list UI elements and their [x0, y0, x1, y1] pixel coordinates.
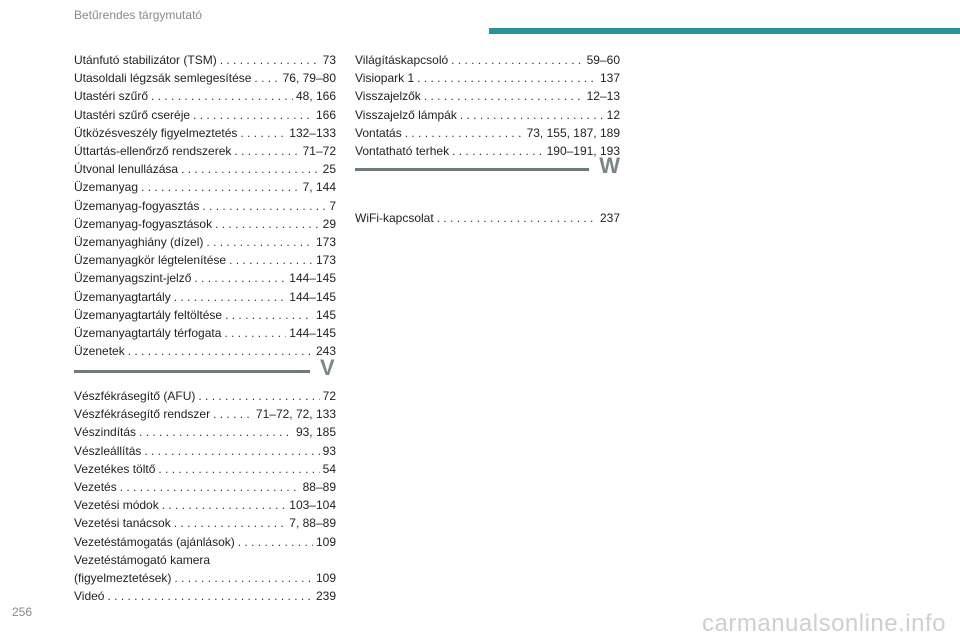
index-page-ref[interactable]: 12–13 — [586, 89, 620, 104]
dot-leader — [120, 478, 300, 496]
dot-leader — [213, 405, 253, 423]
index-entry[interactable] — [74, 442, 336, 460]
dot-leader — [240, 124, 286, 142]
index-page-ref[interactable]: 71–72 — [302, 144, 336, 159]
dot-leader — [107, 587, 312, 605]
index-page-ref[interactable]: 237 — [599, 211, 620, 225]
dot-leader — [460, 106, 604, 124]
index-term: Vezetési tanácsok — [74, 516, 171, 531]
index-term: Utánfutó stabilizátor (TSM) — [74, 53, 217, 67]
index-column-w — [355, 209, 620, 227]
index-entry-line — [74, 551, 336, 569]
dot-leader — [234, 142, 299, 160]
page-number: 256 — [12, 605, 33, 619]
index-page-ref[interactable]: 144–145 — [289, 289, 336, 304]
index-page-ref[interactable]: 25 — [322, 162, 336, 177]
index-entry[interactable] — [74, 142, 336, 160]
dot-leader — [174, 288, 287, 306]
index-entry[interactable] — [74, 288, 336, 306]
index-page-ref[interactable]: 54 — [322, 461, 336, 476]
dot-leader — [229, 251, 313, 269]
index-page-ref[interactable]: 73 — [322, 53, 336, 67]
index-term: Üzemanyagkör légtelenítése — [74, 253, 227, 268]
index-entry[interactable] — [74, 160, 336, 178]
index-entry[interactable] — [74, 405, 336, 423]
index-page-ref[interactable]: 173 — [315, 235, 336, 250]
dot-leader — [162, 496, 287, 514]
index-term: Visszajelző lámpák — [355, 107, 457, 122]
header-title: Betűrendes tárgymutató — [74, 8, 203, 22]
dot-leader — [194, 269, 286, 287]
index-term: Üzemanyag — [74, 180, 139, 195]
index-column-v — [74, 387, 336, 605]
index-term: Ütközésveszély figyelmeztetés — [74, 125, 238, 140]
index-page-ref[interactable]: 76, 79–80 — [282, 71, 336, 86]
dot-leader — [224, 324, 286, 342]
index-entry[interactable] — [74, 69, 336, 87]
index-entry[interactable] — [74, 587, 336, 605]
index-entry[interactable] — [74, 514, 336, 532]
index-term: Vezetékes töltő — [74, 461, 156, 476]
index-page-ref[interactable]: 132–133 — [289, 125, 336, 140]
index-term: Vontatás — [355, 125, 402, 140]
index-entry[interactable] — [74, 269, 336, 287]
index-page-ref[interactable]: 145 — [315, 307, 336, 322]
index-term: Úttartás-ellenőrző rendszerek — [74, 144, 232, 159]
index-term: Üzemanyagtartály — [74, 289, 171, 304]
index-entry[interactable] — [74, 460, 336, 478]
index-page-ref[interactable]: 7, 144 — [302, 180, 336, 195]
index-page-ref[interactable]: 72 — [322, 389, 336, 403]
section-heading-v — [74, 357, 336, 379]
section-letter-v: V — [320, 355, 335, 380]
index-term: Utasoldali légzsák semlegesítése — [74, 71, 252, 86]
index-page-ref[interactable]: 109 — [315, 534, 336, 549]
dot-leader — [181, 160, 320, 178]
index-entry[interactable] — [74, 106, 336, 124]
index-term: Vészfékrásegítő (AFU) — [74, 389, 196, 403]
index-entry[interactable] — [74, 251, 336, 269]
index-page-ref[interactable]: 166 — [315, 107, 336, 122]
index-page-ref[interactable]: 7, 88–89 — [289, 516, 336, 531]
index-page-ref[interactable]: 59–60 — [586, 53, 620, 67]
index-page-ref[interactable]: 137 — [599, 71, 620, 86]
dot-leader — [238, 533, 313, 551]
dot-leader — [206, 233, 313, 251]
dot-leader — [202, 197, 326, 215]
watermark: carmanualsonline.info — [702, 610, 946, 637]
index-entry[interactable] — [355, 87, 620, 105]
section-heading-w — [355, 155, 620, 177]
index-entry[interactable] — [74, 569, 336, 587]
index-entry[interactable] — [74, 324, 336, 342]
index-column-left — [74, 51, 336, 360]
index-term: Utastéri szűrő cseréje — [74, 107, 191, 122]
dot-leader — [254, 69, 279, 87]
index-entry[interactable] — [74, 306, 336, 324]
index-page-ref[interactable]: 239 — [315, 589, 336, 604]
index-entry[interactable] — [355, 69, 620, 87]
index-entry[interactable] — [355, 124, 620, 142]
dot-leader — [424, 87, 584, 105]
index-page-ref[interactable]: 144–145 — [289, 326, 336, 341]
index-term: Visszajelzők — [355, 89, 421, 104]
dot-leader — [141, 178, 300, 196]
index-entry[interactable] — [74, 87, 336, 105]
index-page-ref[interactable]: 243 — [315, 344, 336, 359]
dot-leader — [220, 51, 320, 69]
index-entry[interactable] — [355, 51, 620, 69]
index-entry[interactable] — [74, 533, 336, 551]
index-page-ref[interactable]: 144–145 — [289, 271, 336, 286]
section-rule — [355, 168, 589, 171]
dot-leader — [215, 215, 320, 233]
dot-leader — [417, 69, 597, 87]
index-term: Világításkapcsoló — [355, 53, 449, 67]
index-term: Videó — [74, 589, 105, 604]
index-entry[interactable] — [74, 478, 336, 496]
index-page-ref[interactable]: 93, 185 — [295, 425, 336, 440]
index-term: Vontatható terhek — [355, 144, 450, 159]
index-term: Vezetés — [74, 480, 117, 495]
dot-leader — [451, 51, 583, 69]
index-term: Üzemanyagszint-jelző — [74, 271, 192, 286]
dot-leader — [405, 124, 524, 142]
index-entry[interactable] — [74, 51, 336, 69]
index-entry[interactable] — [74, 124, 336, 142]
index-column-right — [355, 51, 620, 160]
section-letter-w: W — [599, 153, 620, 178]
dot-leader — [151, 87, 293, 105]
index-term: Üzemanyaghiány (dízel) — [74, 235, 204, 250]
index-term: Vészindítás — [74, 425, 137, 440]
index-page-ref[interactable]: 12 — [606, 107, 620, 122]
index-term: Üzemanyagtartály térfogata — [74, 326, 222, 341]
dot-leader — [139, 423, 293, 441]
index-page-ref[interactable]: 71–72, 72, 133 — [255, 407, 336, 422]
index-page-ref[interactable]: 109 — [315, 571, 336, 586]
index-page-ref[interactable]: 88–89 — [302, 480, 336, 495]
index-page-ref[interactable]: 7 — [329, 198, 336, 213]
index-entry[interactable] — [355, 209, 620, 227]
index-term: Vezetéstámogató kamera — [74, 552, 211, 567]
index-term: Üzenetek — [74, 344, 125, 359]
dot-leader — [193, 106, 313, 124]
index-term: Üzemanyagtartály feltöltése — [74, 307, 223, 322]
index-page-ref[interactable]: 73, 155, 187, 189 — [526, 125, 620, 140]
dot-leader — [225, 306, 313, 324]
dot-leader — [144, 442, 319, 460]
dot-leader — [198, 387, 319, 405]
index-page-ref[interactable]: 103–104 — [289, 498, 336, 513]
index-term: Vészfékrásegítő rendszer — [74, 407, 211, 422]
dot-leader — [174, 569, 313, 587]
index-term: (figyelmeztetések) — [74, 571, 172, 586]
index-entry[interactable] — [74, 387, 336, 405]
index-term: Vezetési módok — [74, 498, 159, 513]
index-term: WiFi-kapcsolat — [355, 211, 434, 225]
index-entry[interactable] — [74, 496, 336, 514]
header-accent-bar — [489, 28, 960, 34]
index-entry[interactable] — [355, 106, 620, 124]
index-page-ref[interactable]: 190–191, 193 — [546, 144, 620, 159]
index-entry[interactable] — [74, 178, 336, 196]
section-rule — [74, 370, 310, 373]
index-entry[interactable] — [74, 423, 336, 441]
dot-leader — [158, 460, 319, 478]
index-page-ref[interactable]: 173 — [315, 253, 336, 268]
index-page-ref[interactable]: 48, 166 — [295, 89, 336, 104]
index-term: Visiopark 1 — [355, 71, 415, 86]
dot-leader — [437, 209, 597, 227]
index-term: Vezetéstámogatás (ajánlások) — [74, 534, 235, 549]
index-term: Utastéri szűrő — [74, 89, 149, 104]
index-page-ref[interactable]: 29 — [322, 216, 336, 231]
dot-leader — [174, 514, 287, 532]
index-entry[interactable] — [74, 215, 336, 233]
index-term: Üzemanyag-fogyasztás — [74, 198, 200, 213]
index-entry[interactable] — [74, 233, 336, 251]
index-term: Útvonal lenullázása — [74, 162, 179, 177]
index-term: Üzemanyag-fogyasztások — [74, 216, 213, 231]
index-term: Vészleállítás — [74, 443, 142, 458]
index-page-ref[interactable]: 93 — [322, 443, 336, 458]
index-entry[interactable] — [74, 197, 336, 215]
